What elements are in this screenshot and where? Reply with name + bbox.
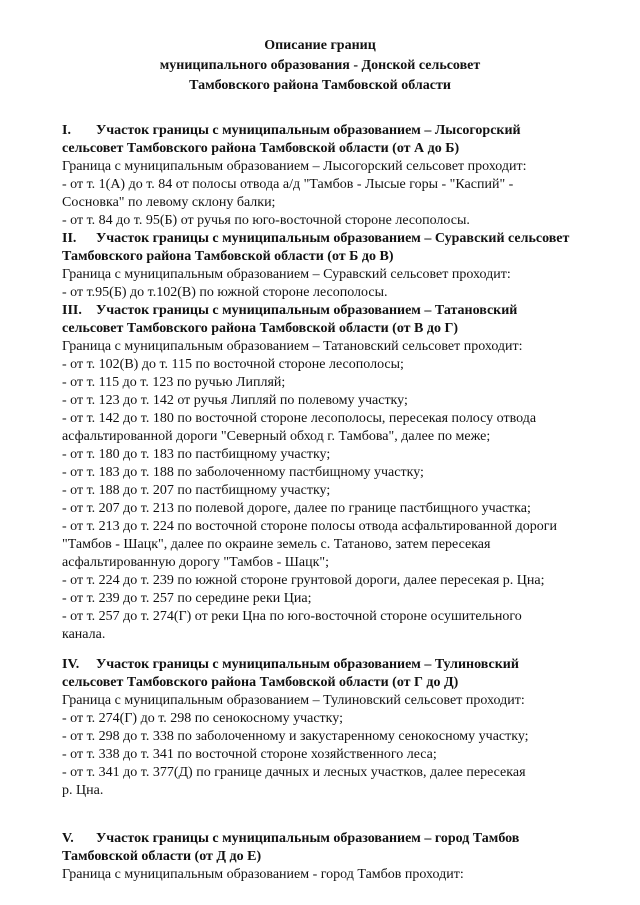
section-heading-text: Участок границы с муниципальным образованием – Тулиновский: [96, 657, 519, 672]
section-number: II.: [62, 231, 77, 246]
section-3-line: - от т. 142 до т. 180 по восточной стороне лесополосы, пересекая полосу отвода: [62, 411, 537, 426]
section-3-heading-cont: сельсовет Тамбовского района Тамбовской области (от В до Г): [62, 321, 459, 336]
section-5-line: Граница с муниципальным образованием - город Тамбов проходит:: [62, 867, 464, 882]
section-1-line: - от т. 1(А) до т. 84 от полосы отвода а/д "Тамбов - Лысые горы - "Каспий" -: [62, 177, 514, 192]
section-heading-text: Участок границы с муниципальным образованием – Лысогорский: [96, 123, 521, 138]
section-3-line: Граница с муниципальным образованием – Татановский сельсовет проходит:: [62, 339, 523, 354]
section-4-line: - от т. 338 до т. 341 по восточной стороне хозяйственного леса;: [62, 747, 437, 762]
section-number: I.: [62, 123, 71, 138]
section-heading-text: Участок границы с муниципальным образованием – Суравский сельсовет: [96, 231, 570, 246]
section-3-line: - от т. 224 до т. 239 по южной стороне грунтовой дороги, далее пересекая р. Цна;: [62, 573, 545, 588]
section-4-line: - от т. 341 до т. 377(Д) по границе дачных и лесных участков, далее пересекая: [62, 765, 526, 780]
section-1-line: Граница с муниципальным образованием – Лысогорский сельсовет проходит:: [62, 159, 527, 174]
section-3-line: - от т. 180 до т. 183 по пастбищному участку;: [62, 447, 331, 462]
section-heading-text: Участок границы с муниципальным образованием – Татановский: [96, 303, 518, 318]
section-4-line: - от т. 274(Г) до т. 298 по сенокосному участку;: [62, 711, 343, 726]
section-2-line: - от т.95(Б) до т.102(В) по южной стороне лесополосы.: [62, 285, 388, 300]
section-4-heading-cont: сельсовет Тамбовского района Тамбовской области (от Г до Д): [62, 675, 459, 690]
section-1-line: Сосновка" по левому склону балки;: [62, 195, 276, 210]
section-1-line: - от т. 84 до т. 95(Б) от ручья по юго-восточной стороне лесополосы.: [62, 213, 470, 228]
section-3-heading: [62, 302, 602, 320]
section-3-line: - от т. 257 до т. 274(Г) от реки Цна по юго-восточной стороне осушительного: [62, 609, 522, 624]
section-5-heading-cont: Тамбовской области (от Д до Е): [62, 849, 262, 864]
section-2-heading: [62, 230, 602, 248]
section-3-line: - от т. 213 до т. 224 по восточной стороне полосы отвода асфальтированной дороги: [62, 519, 557, 534]
doc-title-line-1: Описание границ: [264, 38, 376, 53]
section-4-line: Граница с муниципальным образованием – Тулиновский сельсовет проходит:: [62, 693, 525, 708]
section-2-line: Граница с муниципальным образованием – Суравский сельсовет проходит:: [62, 267, 511, 282]
section-5-heading: [62, 830, 602, 848]
section-3-line: - от т. 123 до т. 142 от ручья Липляй по полевому участку;: [62, 393, 408, 408]
section-2-heading-cont: Тамбовского района Тамбовской области (от Б до В): [62, 249, 394, 264]
section-3-line: асфальтированной дороги "Северный обход г. Тамбова", далее по меже;: [62, 429, 491, 444]
section-3-line: - от т. 102(В) до т. 115 по восточной стороне лесополосы;: [62, 357, 404, 372]
section-3-line: - от т. 207 до т. 213 по полевой дороге, далее по границе пастбищного участка;: [62, 501, 531, 516]
doc-title-line-3: Тамбовского района Тамбовской области: [189, 78, 451, 93]
section-3-line: "Тамбов - Шацк", далее по окраине земель с. Татаново, затем пересекая: [62, 537, 491, 552]
section-number: V.: [62, 831, 74, 846]
section-heading-text: Участок границы с муниципальным образованием – город Тамбов: [96, 831, 520, 846]
section-3-line: - от т. 115 до т. 123 по ручью Липляй;: [62, 375, 286, 390]
section-4-line: - от т. 298 до т. 338 по заболоченному и закустаренному сенокосному участку;: [62, 729, 529, 744]
section-1-heading: [62, 122, 602, 140]
section-3-line: - от т. 188 до т. 207 по пастбищному участку;: [62, 483, 331, 498]
section-3-line: асфальтированную дорогу "Тамбов - Шацк";: [62, 555, 330, 570]
section-4-line: р. Цна.: [62, 783, 104, 798]
section-3-line: - от т. 183 до т. 188 по заболоченному пастбищному участку;: [62, 465, 424, 480]
section-number: III.: [62, 303, 82, 318]
section-3-line: - от т. 239 до т. 257 по середине реки Циа;: [62, 591, 312, 606]
section-3-line: канала.: [62, 627, 106, 642]
doc-title-line-2: муниципального образования - Донской сельсовет: [159, 58, 481, 73]
section-1-heading-cont: сельсовет Тамбовского района Тамбовской области (от А до Б): [62, 141, 460, 156]
section-4-heading: [62, 656, 602, 674]
section-number: IV.: [62, 657, 80, 672]
